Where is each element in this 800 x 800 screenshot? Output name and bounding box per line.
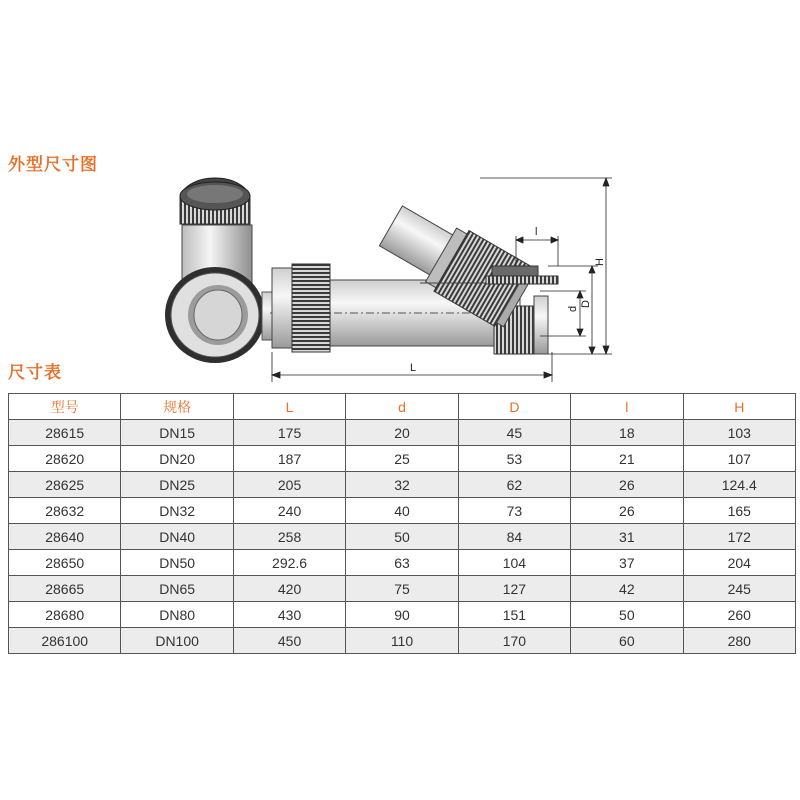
header-spec: 规格 [121,394,233,420]
table-cell: 25 [346,446,458,472]
table-cell: 31 [571,524,683,550]
table-cell: 450 [233,628,345,654]
table-cell: 204 [683,550,795,576]
table-cell: 42 [571,576,683,602]
table-cell: DN80 [121,602,233,628]
dim-label-D: D [580,300,592,308]
header-l: l [571,394,683,420]
table-cell: 245 [683,576,795,602]
y-strainer-dimension-drawing [150,170,620,385]
table-row [9,446,796,472]
dim-label-l: l [535,226,538,238]
table-cell: 240 [233,498,345,524]
table-cell: 84 [458,524,570,550]
table-cell: 127 [458,576,570,602]
table-cell: 26 [571,472,683,498]
table-cell: DN15 [121,420,233,446]
table-cell: 124.4 [683,472,795,498]
table-cell: DN50 [121,550,233,576]
header-D: D [458,394,570,420]
table-cell: DN20 [121,446,233,472]
table-cell: 28640 [9,524,121,550]
dim-label-L: L [410,362,417,374]
table-cell: 45 [458,420,570,446]
table-cell: 18 [571,420,683,446]
table-cell: 103 [683,420,795,446]
dim-label-d: d [567,305,579,312]
table-cell: 60 [571,628,683,654]
table-cell: 165 [683,498,795,524]
table-row [9,550,796,576]
header-model: 型号 [9,394,121,420]
table-cell: 75 [346,576,458,602]
table-cell: 63 [346,550,458,576]
header-d: d [346,394,458,420]
table-cell: 28632 [9,498,121,524]
table-cell: 28615 [9,420,121,446]
table-cell: 90 [346,602,458,628]
table-cell: 32 [346,472,458,498]
table-cell: 62 [458,472,570,498]
table-cell: DN40 [121,524,233,550]
table-cell: 37 [571,550,683,576]
table-section-title: 尺寸表 [8,363,62,383]
table-cell: 187 [233,446,345,472]
table-cell: 175 [233,420,345,446]
table-cell: 110 [346,628,458,654]
table-cell: 73 [458,498,570,524]
table-row [9,524,796,550]
dim-label-H: H [594,258,606,266]
table-cell: 28665 [9,576,121,602]
table-cell: 292.6 [233,550,345,576]
table-header-row [9,394,796,420]
table-cell: 170 [458,628,570,654]
table-cell: 20 [346,420,458,446]
table-row [9,498,796,524]
table-row [9,576,796,602]
table-cell: 50 [346,524,458,550]
table-cell: 258 [233,524,345,550]
table-cell: 430 [233,602,345,628]
table-row [9,420,796,446]
strainer-elevation-view [270,196,558,354]
table-cell: 107 [683,446,795,472]
table-row [9,472,796,498]
table-cell: DN32 [121,498,233,524]
dimension-table [8,393,796,654]
table-row [9,602,796,628]
table-cell: 53 [458,446,570,472]
table-cell: DN65 [121,576,233,602]
table-cell: 40 [346,498,458,524]
drawing-section-title: 外型尺寸图 [8,155,98,175]
table-cell: 280 [683,628,795,654]
table-cell: 151 [458,602,570,628]
header-H: H [683,394,795,420]
table-cell: 26 [571,498,683,524]
table-cell: 21 [571,446,683,472]
table-cell: 28650 [9,550,121,576]
table-cell: 286100 [9,628,121,654]
table-cell: 205 [233,472,345,498]
table-cell: 104 [458,550,570,576]
table-cell: 28625 [9,472,121,498]
table-cell: DN25 [121,472,233,498]
header-L: L [233,394,345,420]
strainer-end-view [165,178,276,363]
table-cell: DN100 [121,628,233,654]
table-cell: 50 [571,602,683,628]
table-cell: 28680 [9,602,121,628]
table-cell: 28620 [9,446,121,472]
table-cell: 420 [233,576,345,602]
table-row [9,628,796,654]
table-cell: 260 [683,602,795,628]
table-cell: 172 [683,524,795,550]
